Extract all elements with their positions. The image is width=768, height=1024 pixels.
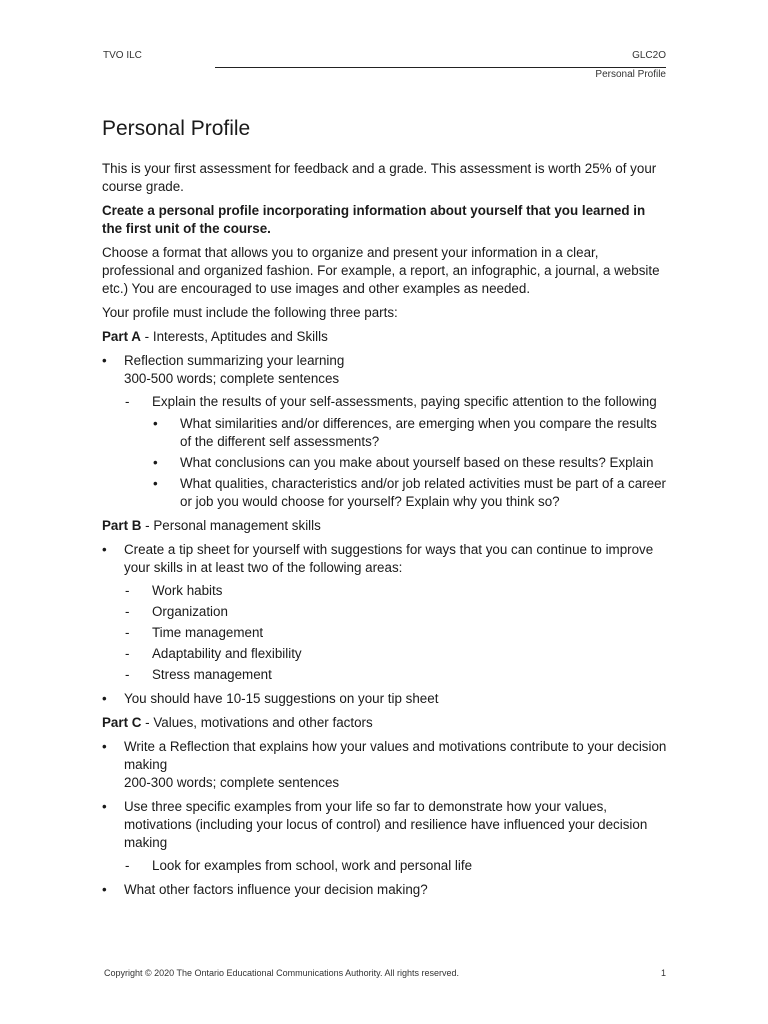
list-item (124, 393, 668, 511)
list-item: - Time management (124, 624, 668, 642)
parts-intro: Your profile must include the following three parts: (102, 305, 398, 320)
part-b-bullet-1: Create a tip sheet for yourself with suggestions for ways that you can continue to improve your skills in at least two of the following areas: (124, 542, 654, 575)
part-b-title: - Personal management skills (141, 518, 321, 533)
part-a-bullet-1-line-1: • Reflection summarizing your learning (124, 353, 345, 368)
part-b-areas-list (124, 582, 668, 684)
list-item: - Stress management (124, 666, 668, 684)
part-a-bullet-1-line-2: 300-500 words; complete sentences (124, 371, 340, 386)
part-c-list (102, 738, 668, 899)
part-b-list (102, 541, 668, 708)
list-item: • What other factors influence your decision making? (102, 881, 668, 899)
list-item: - Adaptability and flexibility (124, 645, 668, 663)
intro-paragraph: This is your first assessment for feedback and a grade. This assessment is worth 25% of your course grade. (102, 161, 657, 194)
list-item (102, 798, 668, 875)
header-divider (215, 67, 666, 68)
document-body (102, 160, 668, 905)
part-b-label: Part B (102, 518, 142, 533)
part-a-sub-list (152, 415, 668, 511)
list-item (102, 738, 668, 792)
format-paragraph: Choose a format that allows you to organize and present your information in a clear, professional and organized fashion. For example, a report, an infographic, a journal, a website etc.) You are encouraged to use images and other examples as needed. (102, 245, 660, 296)
part-c-title: - Values, motivations and other factors (141, 715, 373, 730)
part-a-label: Part A (102, 329, 141, 344)
footer-copyright: Copyright © 2020 The Ontario Educational Communications Authority. All rights reserved. (104, 968, 459, 978)
header-course-code: GLC2O (632, 50, 666, 61)
part-a-list (102, 352, 668, 511)
part-c-heading (102, 714, 668, 732)
part-c-bullet-1-line-2: 200-300 words; complete sentences (124, 775, 340, 790)
part-a-dash-list (124, 393, 668, 511)
list-item: - Organization (124, 603, 668, 621)
footer-page-number: 1 (660, 968, 666, 978)
list-item: • What conclusions can you make about yourself based on these results? Explain (152, 454, 668, 472)
list-item: • What similarities and/or differences, are emerging when you compare the results of the different self assessments? (152, 415, 668, 451)
page-title: Personal Profile (102, 117, 251, 140)
list-item (102, 352, 668, 511)
list-item (102, 541, 668, 684)
header-org: TVO ILC (103, 50, 142, 61)
part-c-label: Part C (102, 715, 142, 730)
part-a-dash-1: Explain the results of your self-assessments, paying specific attention to the following (152, 394, 657, 409)
part-a-heading (102, 328, 668, 346)
part-c-bullet-2: Use three specific examples from your life so far to demonstrate how your values, motivations (including your locus of control) and resilience have influenced your decision making (124, 799, 648, 850)
part-c-bullet-1-line-1: • Write a Reflection that explains how your values and motivations contribute to your decision making (124, 739, 667, 772)
part-b-heading (102, 517, 668, 535)
list-item: • What qualities, characteristics and/or job related activities must be part of a career or job you would choose for yourself? Explain why you think so? (152, 475, 668, 511)
bold-instruction: Create a personal profile incorporating information about yourself that you learned in the first unit of the course. (102, 203, 646, 236)
part-c-dash-list (124, 857, 668, 875)
list-item: • You should have 10-15 suggestions on your tip sheet (102, 690, 668, 708)
list-item: - Look for examples from school, work and personal life (124, 857, 668, 875)
part-a-title: - Interests, Aptitudes and Skills (140, 329, 328, 344)
list-item: - Work habits (124, 582, 668, 600)
header-subtitle: Personal Profile (595, 69, 666, 80)
